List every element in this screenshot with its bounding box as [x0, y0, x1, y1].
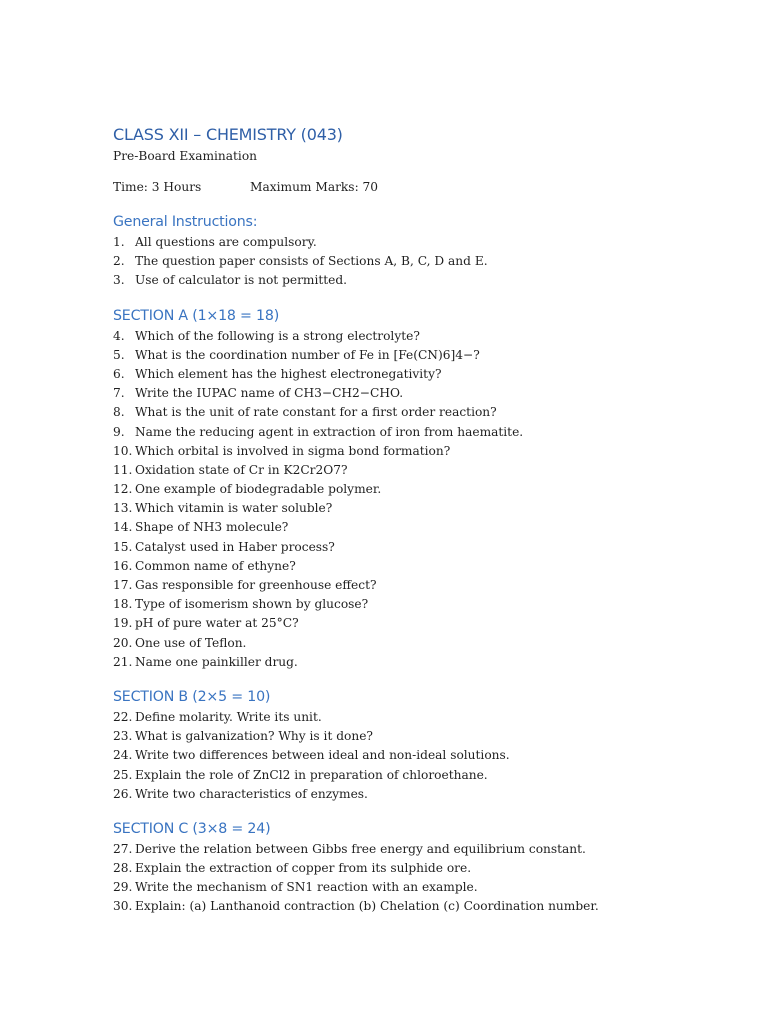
question-number: 14. [113, 520, 133, 535]
question-item [113, 576, 733, 595]
question-number: 30. [113, 899, 133, 914]
question-number: 1. [113, 235, 125, 249]
question-item [113, 403, 733, 422]
question-number: 9. [113, 424, 125, 439]
question-number: 2. [113, 254, 125, 269]
question-item [113, 634, 733, 653]
question-text: Which of the following is a strong electrolyte? [135, 328, 420, 343]
maximum-marks: Maximum Marks: 70 [250, 180, 379, 194]
question-item [113, 233, 733, 252]
question-number: 24. [113, 748, 133, 763]
question-text: One use of Teflon. [135, 635, 247, 650]
question-text: Write two characteristics of enzymes. [135, 786, 368, 801]
question-text: All questions are compulsory. [135, 235, 317, 249]
question-number: 20. [113, 635, 133, 650]
instructions-list [113, 233, 733, 291]
question-text: Common name of ethyne? [135, 558, 296, 573]
question-item [113, 859, 733, 878]
question-number: 13. [113, 501, 133, 516]
question-number: 7. [113, 386, 125, 401]
section-a-heading: SECTION A (1×18 = 18) [113, 307, 280, 324]
question-item [113, 461, 733, 480]
question-number: 4. [113, 328, 125, 343]
question-text: What is the coordination number of Fe in [Fe(CN)6]4−? [135, 347, 480, 362]
question-item [113, 878, 733, 897]
question-item [113, 746, 733, 765]
question-number: 25. [113, 767, 133, 782]
question-item [113, 766, 733, 785]
section-a-questions [113, 327, 733, 672]
section-b-questions [113, 708, 733, 804]
question-number: 28. [113, 861, 133, 876]
question-item [113, 346, 733, 365]
question-item [113, 708, 733, 727]
question-text: pH of pure water at 25°C? [135, 616, 299, 631]
question-text: Explain: (a) Lanthanoid contraction (b) Chelation (c) Coordination number. [135, 899, 599, 914]
question-item [113, 480, 733, 499]
question-item [113, 727, 733, 746]
question-item [113, 365, 733, 384]
question-number: 22. [113, 709, 133, 724]
question-text: Use of calculator is not permitted. [135, 273, 348, 288]
question-text: What is the unit of rate constant for a first order reaction? [135, 405, 497, 420]
question-item [113, 840, 733, 859]
exam-time: Time: 3 Hours [113, 180, 202, 194]
question-item [113, 653, 733, 672]
question-text: Explain the role of ZnCl2 in preparation of chloroethane. [135, 767, 488, 782]
question-number: 5. [113, 347, 125, 362]
paper-title: CLASS XII – CHEMISTRY (043) [113, 125, 343, 144]
question-text: Type of isomerism shown by glucose? [135, 597, 369, 612]
question-text: Write the IUPAC name of CH3−CH2−CHO. [135, 386, 404, 401]
question-number: 12. [113, 482, 133, 497]
question-item [113, 538, 733, 557]
question-item [113, 595, 733, 614]
question-number: 6. [113, 366, 125, 381]
question-number: 11. [113, 462, 133, 477]
question-text: Write two differences between ideal and non-ideal solutions. [135, 748, 510, 763]
section-b-heading: SECTION B (2×5 = 10) [113, 688, 271, 705]
question-number: 16. [113, 558, 133, 573]
question-text: Name the reducing agent in extraction of iron from haematite. [135, 424, 524, 439]
paper-subtitle: Pre-Board Examination [113, 149, 258, 163]
question-text: Oxidation state of Cr in K2Cr2O7? [135, 462, 348, 477]
question-text: Write the mechanism of SN1 reaction with an example. [135, 880, 478, 895]
question-item [113, 897, 733, 916]
question-number: 23. [113, 729, 133, 744]
question-item [113, 271, 733, 290]
general-instructions-heading: General Instructions: [113, 214, 258, 230]
question-text: Which orbital is involved in sigma bond formation? [135, 443, 451, 458]
question-number: 17. [113, 578, 133, 592]
section-c-questions [113, 840, 733, 917]
question-item [113, 518, 733, 537]
question-number: 27. [113, 841, 133, 856]
question-number: 8. [113, 405, 125, 420]
question-item [113, 785, 733, 804]
question-text: Derive the relation between Gibbs free energy and equilibrium constant. [135, 841, 586, 856]
question-item [113, 327, 733, 346]
question-item [113, 499, 733, 518]
question-number: 18. [113, 597, 133, 612]
question-number: 10. [113, 443, 133, 458]
question-text: Define molarity. Write its unit. [135, 709, 322, 724]
section-c-heading: SECTION C (3×8 = 24) [113, 820, 271, 837]
question-item [113, 557, 733, 576]
question-item [113, 423, 733, 442]
question-number: 19. [113, 616, 133, 631]
question-text: The question paper consists of Sections A, B, C, D and E. [135, 254, 488, 269]
question-text: One example of biodegradable polymer. [135, 482, 382, 497]
question-text: Gas responsible for greenhouse effect? [135, 578, 377, 592]
question-item [113, 384, 733, 403]
paper-meta [113, 178, 733, 197]
exam-paper [113, 124, 733, 917]
question-item [113, 252, 733, 271]
question-text: Which element has the highest electronegativity? [135, 366, 442, 381]
question-item [113, 614, 733, 633]
question-number: 15. [113, 539, 133, 554]
question-text: Catalyst used in Haber process? [135, 539, 335, 554]
question-text: Which vitamin is water soluble? [135, 501, 333, 516]
question-text: Name one painkiller drug. [135, 654, 298, 669]
question-item [113, 442, 733, 461]
question-number: 26. [113, 786, 133, 801]
question-number: 3. [113, 273, 125, 288]
question-text: Shape of NH3 molecule? [135, 520, 289, 535]
question-number: 29. [113, 880, 133, 895]
question-text: Explain the extraction of copper from its sulphide ore. [135, 861, 472, 876]
question-text: What is galvanization? Why is it done? [135, 729, 373, 744]
question-number: 21. [113, 654, 133, 669]
